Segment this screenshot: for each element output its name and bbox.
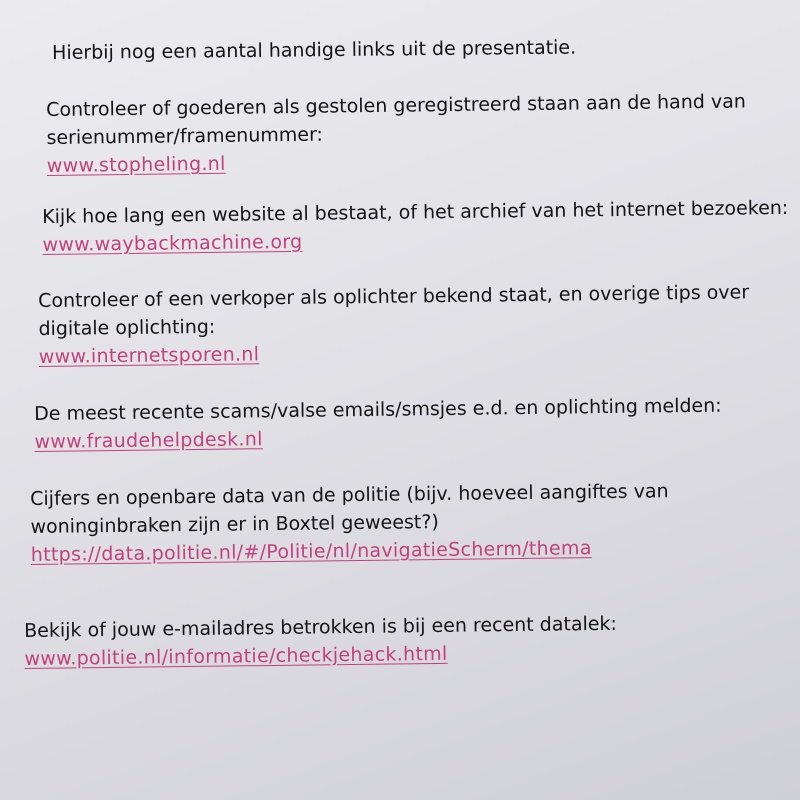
section-description-line: Bekijk of jouw e-mailadres betrokken is bij een recent datalek: [24,612,618,642]
link-section-waybackmachine [42,194,800,259]
link-section-politie-data [30,476,791,569]
intro-text: Hierbij nog een aantal handige links uit de presentatie. [52,36,577,64]
section-description-line: serienummer/framenummer: [46,123,324,149]
link-section-checkjehack [24,608,785,673]
fraudehelpdesk-link[interactable]: www.fraudehelpdesk.nl [34,428,263,453]
section-description-line: Controleer of goederen als gestolen geregistreerd staan aan de hand van [46,90,746,121]
section-description-line: Controleer of een verkoper als oplichter bekend staat, en overige tips over [38,281,750,312]
section-description-line: Kijk hoe lang een website al bestaat, of het archief van het internet bezoeken: [42,196,789,228]
section-description-line: De meest recente scams/valse emails/smsjes e.d. en oplichting melden: [34,394,722,425]
stopheling-link[interactable]: www.stopheling.nl [46,152,226,177]
link-section-internetsporen [38,278,799,371]
section-description-line: woninginbraken zijn er in Boxtel geweest?) [30,511,439,538]
politie-data-link[interactable]: https://data.politie.nl/#/Politie/nl/navigatieScherm/thema [30,537,592,566]
link-section-stopheling [46,87,800,180]
link-section-fraudehelpdesk [34,391,795,456]
section-description-line: digitale oplichting: [38,315,216,340]
waybackmachine-link[interactable]: www.waybackmachine.org [42,230,303,256]
internetsporen-link[interactable]: www.internetsporen.nl [38,343,260,368]
checkjehack-link[interactable]: www.politie.nl/informatie/checkjehack.html [24,642,448,670]
section-description-line: Cijfers en openbare data van de politie (bijv. hoeveel aangiftes van [30,480,669,510]
